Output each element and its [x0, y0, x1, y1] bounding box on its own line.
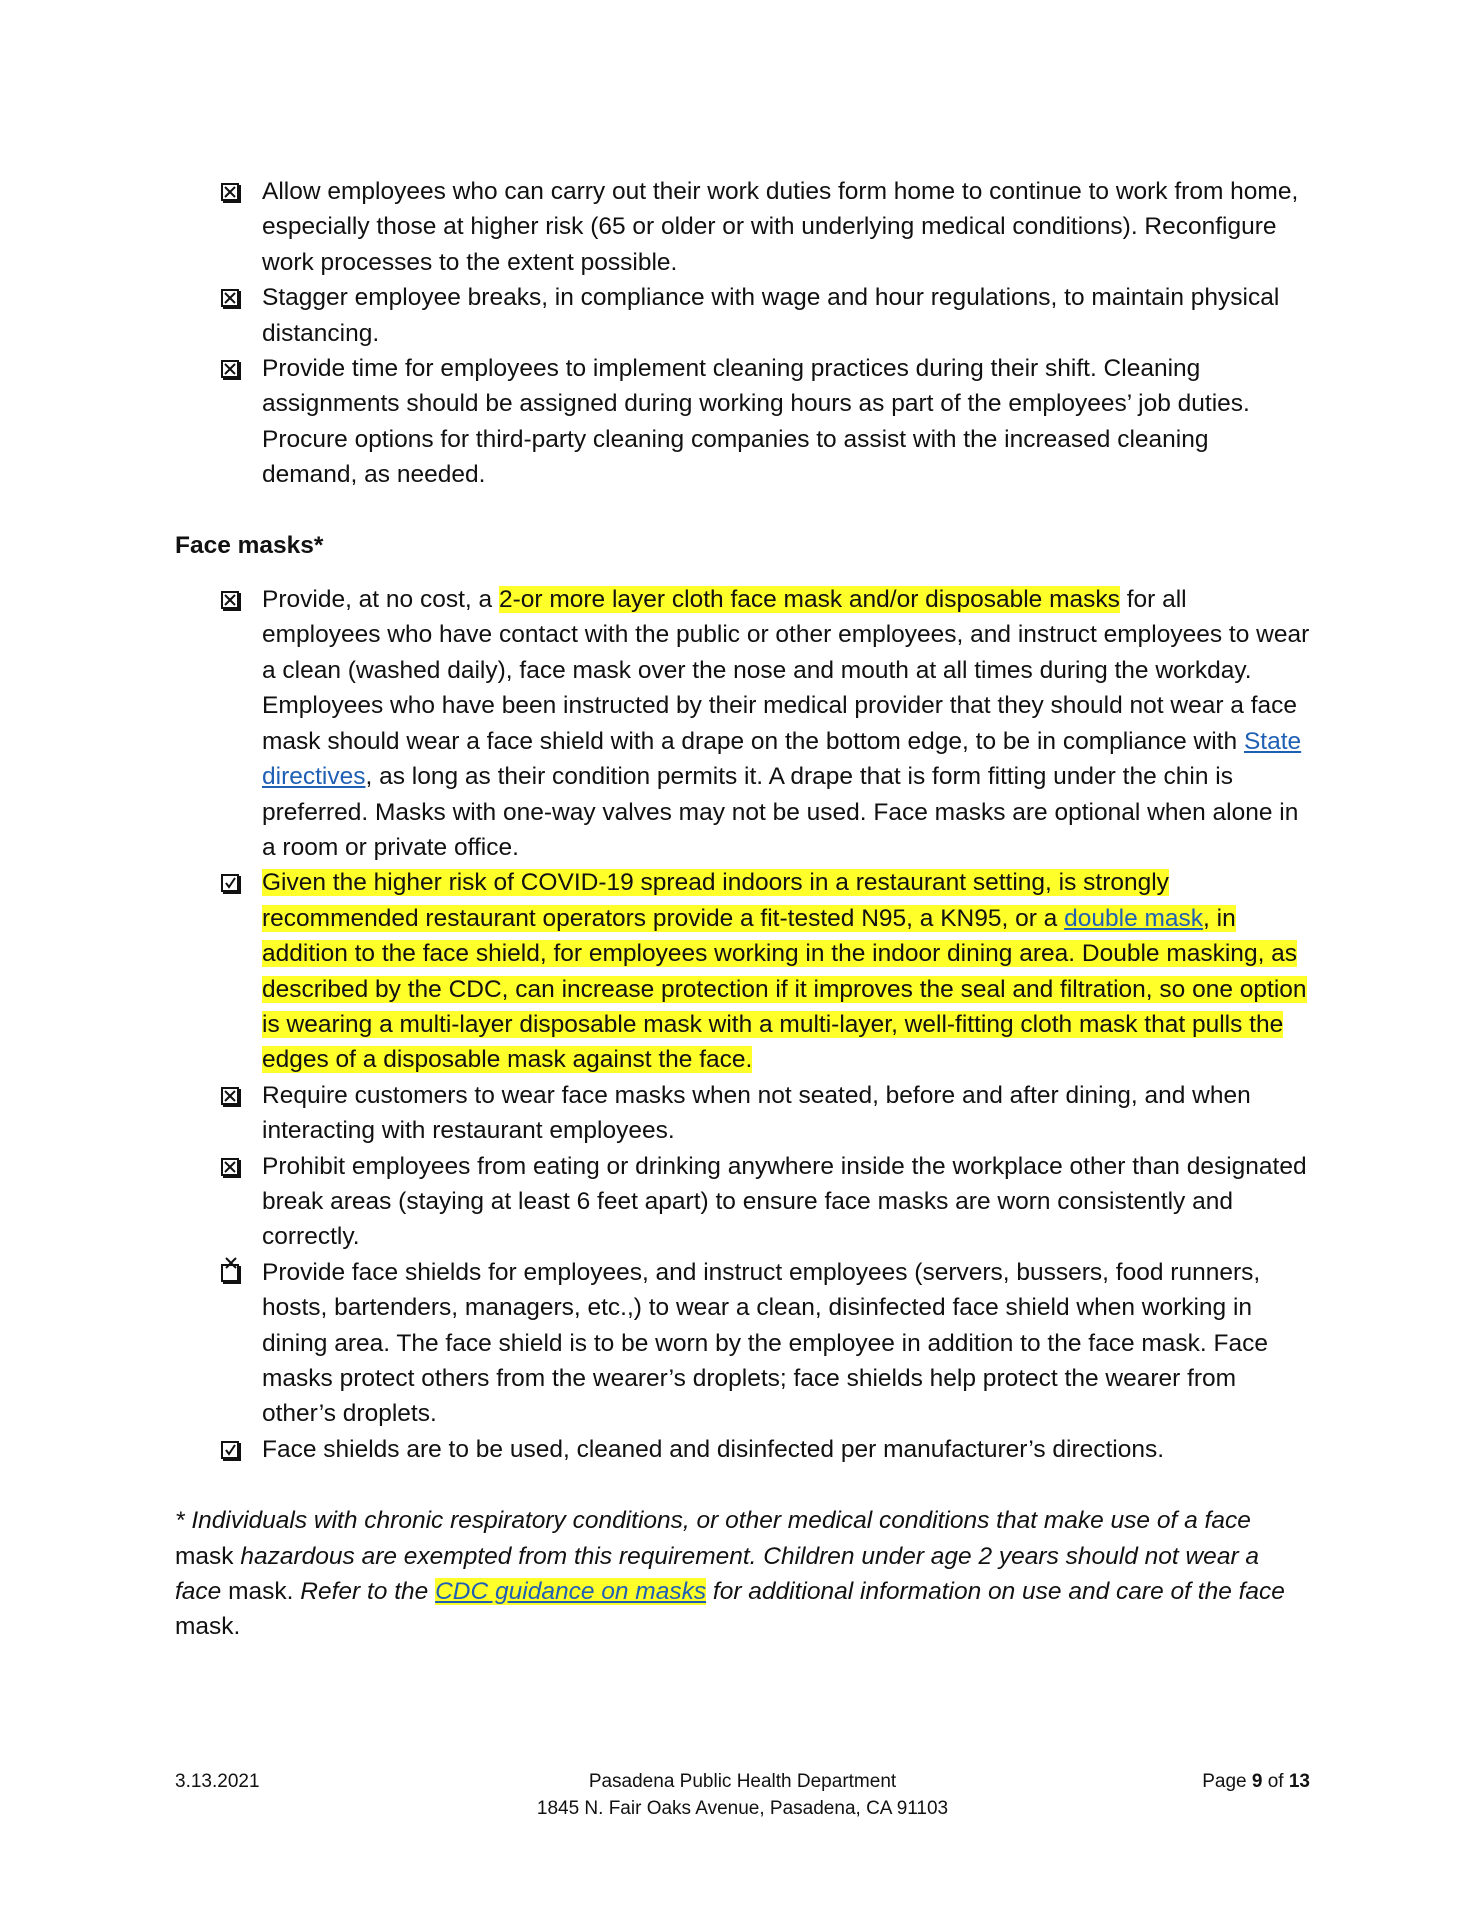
checked-box-icon[interactable] — [221, 289, 239, 307]
checked-box-icon[interactable] — [221, 183, 239, 201]
list-item — [175, 1078, 1310, 1149]
footnote-text: mask — [175, 1542, 234, 1570]
checked-box-icon[interactable] — [221, 874, 239, 892]
list-item-text-middle: for all employees who have contact with the public or other employees, and instruct employees to wear a clean (washed daily), face mask over the nose and mouth at all times during the workday. Employees who have been instructed by their medical provider that they should not wear a face mask should wear a face shield with a drape on the bottom edge, to be in compliance with — [262, 586, 1310, 755]
list-item-text: Provide face shields for employees, and instruct employees (servers, bussers, food runners, hosts, bartenders, managers, etc.,) to wear a clean, disinfected face shield when working in dining area. The face shield is to be worn by the employee in addition to the face mask. Face masks protect others from the wearer’s droplets; face shields help protect the wearer from other’s droplets. — [262, 1258, 1268, 1428]
list-item-text: Prohibit employees from eating or drinking anywhere inside the workplace other than designated break areas (staying at least 6 feet apart) to ensure face masks are worn consistently and correctly. — [262, 1152, 1307, 1251]
double-mask-link[interactable]: double mask — [1064, 904, 1204, 932]
list-item-text: Allow employees who can carry out their work duties form home to continue to work from home, especially those at higher risk (65 or older or with underlying medical conditions). Reconfigure work processes to the extent possible. — [262, 178, 1299, 276]
page-content — [175, 174, 1310, 1645]
checked-box-icon[interactable] — [221, 360, 239, 378]
page-number — [1202, 1768, 1310, 1795]
of-label: of — [1267, 1771, 1284, 1792]
checked-box-icon[interactable] — [221, 591, 239, 609]
total-pages: 13 — [1288, 1771, 1310, 1792]
checked-box-icon[interactable] — [221, 1264, 239, 1282]
list-item — [175, 280, 1310, 351]
list-item — [175, 351, 1310, 493]
state-directives-link[interactable]: State directives — [262, 727, 1302, 791]
list-item-text-start: Given the higher risk of COVID-19 spread indoors in a restaurant setting, is strongly recommended restaurant operators provide a fit-tested N95, a KN95, or a — [262, 869, 1169, 932]
checked-box-icon[interactable] — [221, 1158, 239, 1176]
list-item-text: Provide time for employees to implement cleaning practices during their shift. Cleaning assignments should be assigned during working hours as part of the employees’ job duties. Procure options for third-party cleaning companies to assist with the increased cleaning demand, as needed. — [262, 355, 1250, 489]
list-item-text-end: , in addition to the face shield, for employees working in the indoor dining area. Double masking, as described by the CDC, can increase protection if it improves the seal and filtration, so one option is wearing a multi-layer disposable mask with a multi-layer, well-fitting cloth mask that pulls the edges of a disposable mask against the face. — [262, 904, 1307, 1074]
cdc-guidance-link[interactable]: CDC guidance on masks — [435, 1578, 707, 1606]
footnote-text: Refer to the — [293, 1578, 436, 1606]
list-item-text: Face shields are to be used, cleaned and disinfected per manufacturer’s directions. — [262, 1435, 1165, 1463]
list-item-text: Stagger employee breaks, in compliance with wage and hour regulations, to maintain physical distancing. — [262, 284, 1280, 347]
footer-org: Pasadena Public Health Department — [588, 1771, 897, 1792]
footer-date: 3.13.2021 — [175, 1771, 260, 1792]
highlighted-text: 2-or more layer cloth face mask and/or disposable masks — [498, 586, 1120, 614]
footnote-text: * Individuals with chronic respiratory conditions, or other medical conditions that make use of a face — [175, 1507, 1251, 1535]
footnote-text: mask. — [228, 1578, 294, 1606]
face-mask-checklist — [175, 582, 1310, 1467]
employer-checklist — [175, 174, 1310, 493]
list-item — [175, 865, 1310, 1077]
list-item — [175, 1149, 1310, 1255]
footnote — [175, 1503, 1310, 1645]
list-item — [175, 1432, 1310, 1467]
list-item-text-end: , as long as their condition permits it. A drape that is form fitting under the chin is preferred. Masks with one-way valves may not be used. Face masks are optional when alone in a room or private office. — [262, 763, 1299, 861]
footnote-text: hazardous are exempted from this requirement. Children under age 2 years should not wear a face — [175, 1542, 1260, 1606]
current-page: 9 — [1251, 1771, 1263, 1792]
list-item-text: Require customers to wear face masks when not seated, before and after dining, and when interacting with restaurant employees. — [262, 1081, 1251, 1145]
list-item — [175, 582, 1310, 865]
list-item-text-start: Provide, at no cost, a — [262, 586, 499, 614]
highlighted-text — [262, 869, 1307, 1073]
footnote-text: mask. — [175, 1613, 241, 1641]
page-label: Page — [1202, 1771, 1247, 1792]
list-item — [175, 174, 1310, 280]
footer-org-block — [175, 1768, 1310, 1822]
checked-box-icon[interactable] — [221, 1441, 239, 1459]
section-title: Face masks* — [175, 531, 324, 559]
footnote-text: for additional information on use and care of the face — [706, 1578, 1285, 1606]
footer-address: 1845 N. Fair Oaks Avenue, Pasadena, CA 91103 — [536, 1798, 949, 1819]
checked-box-icon[interactable] — [221, 1087, 239, 1105]
list-item — [175, 1255, 1310, 1432]
